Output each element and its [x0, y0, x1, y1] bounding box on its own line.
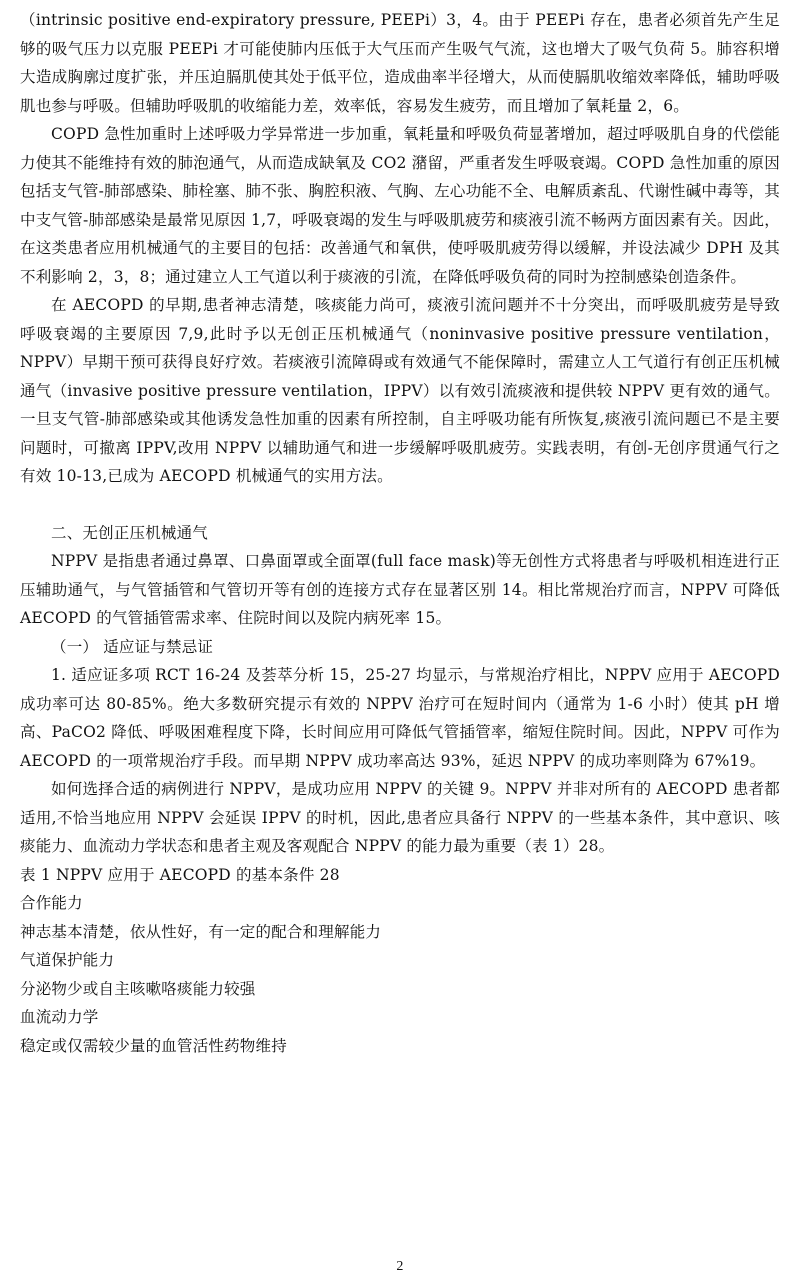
table-row: 稳定或仅需较少量的血管活性药物维持: [20, 1036, 287, 1055]
table-row: 分泌物少或自主咳嗽咯痰能力较强: [20, 979, 256, 998]
paragraph-peepi: （intrinsic positive end-expiratory pressure, PEEPi）3，4。由于 PEEPi 存在，患者必须首先产生足够的吸气压力以克服 PEEPi 才可能使肺内压低于大气压而产生吸气气流，这也增大了吸气负荷 5。肺容积增大造成胸廓过度扩张，并压迫膈肌使其处于低平位，造成曲率半径增大，从而使膈肌收缩效率降低，辅助呼吸肌也参与呼吸。但辅助呼吸肌的收缩能力差，效率低，容易发生疲劳，而且增加了氧耗量 2，6。: [20, 11, 780, 115]
paragraph-case-selection: 如何选择合适的病例进行 NPPV，是成功应用 NPPV 的关键 9。NPPV 并非对所有的 AECOPD 患者都适用,不恰当地应用 NPPV 会延误 IPPV 的时机，因此,患者应具备行 NPPV 的一些基本条件，其中意识、咳痰能力、血流动力学状态和患者主观及客观配合 NPPV 的能力最为重要（表 1）28。: [20, 780, 780, 855]
subsection-heading: （一） 适应证与禁忌证: [51, 637, 214, 656]
table-row: 气道保护能力: [20, 951, 115, 969]
table-row: 合作能力: [20, 894, 83, 912]
table-row: 血流动力学: [20, 1008, 99, 1026]
text-column: [20, 6, 780, 1060]
page-number: 2: [396, 1259, 404, 1274]
paragraph-indications: 1. 适应证多项 RCT 16-24 及荟萃分析 15，25-27 均显示，与常规治疗相比，NPPV 应用于 AECOPD 成功率可达 80-85%。绝大多数研究提示有效的 NPPV 治疗可在短时间内（通常为 1-6 小时）使其 pH 增高、PaCO2 降低、呼吸困难程度下降，长时间应用可降低气管插管率，缩短住院时间。因此，NPPV 可作为 AECOPD 的一项常规治疗手段。而早期 NPPV 成功率高达 93%，延迟 NPPV 的成功率则降为 67%19。: [20, 666, 780, 770]
table-caption: 表 1 NPPV 应用于 AECOPD 的基本条件 28: [20, 865, 340, 884]
paragraph-copd-exacerbation: COPD 急性加重时上述呼吸力学异常进一步加重，氧耗量和呼吸负荷显著增加，超过呼吸肌自身的代偿能力使其不能维持有效的肺泡通气，从而造成缺氧及 CO2 潴留，严重者发生呼吸衰竭。COPD 急性加重的原因包括支气管-肺部感染、肺栓塞、肺不张、胸腔积液、气胸、左心功能不全、电解质紊乱、代谢性碱中毒等，其中支气管-肺部感染是最常见原因 1,7，呼吸衰竭的发生与呼吸肌疲劳和痰液引流不畅两方面因素有关。因此，在这类患者应用机械通气的主要目的包括：改善通气和氧供，使呼吸肌疲劳得以缓解，并设法减少 DPH 及其不利影响 2，3，8；通过建立人工气道以利于痰液的引流，在降低呼吸负荷的同时为控制感染创造条件。: [20, 125, 780, 286]
section-heading: 二、无创正压机械通气: [51, 523, 209, 542]
paragraph-aecopd-early: 在 AECOPD 的早期,患者神志清楚，咳痰能力尚可，痰液引流问题并不十分突出，而呼吸肌疲劳是导致呼吸衰竭的主要原因 7,9,此时予以无创正压机械通气（noninvasive positive pressure ventilation，NPPV）早期干预可获得良好疗效。若痰液引流障碍或有效通气不能保障时，需建立人工气道行有创正压机械通气（invasive positive pressure ventilation，IPPV）以有效引流痰液和提供较 NPPV 更有效的通气。一旦支气管-肺部感染或其他诱发急性加重的因素有所控制，自主呼吸功能有所恢复,痰液引流问题已不是主要问题时，可撤离 IPPV,改用 NPPV 以辅助通气和进一步缓解呼吸肌疲劳。实践表明，有创-无创序贯通气行之有效 10-13,已成为 AECOPD 机械通气的实用方法。: [20, 296, 780, 485]
table-row: 神志基本清楚，依从性好，有一定的配合和理解能力: [20, 922, 382, 941]
paragraph-nppv-definition: NPPV 是指患者通过鼻罩、口鼻面罩或全面罩(full face mask)等无创性方式将患者与呼吸机相连进行正压辅助通气，与气管插管和气管切开等有创的连接方式存在显著区别 14。相比常规治疗而言，NPPV 可降低 AECOPD 的气管插管需求率、住院时间以及院内病死率 15。: [20, 552, 780, 627]
paragraph-spacer: [20, 491, 780, 519]
